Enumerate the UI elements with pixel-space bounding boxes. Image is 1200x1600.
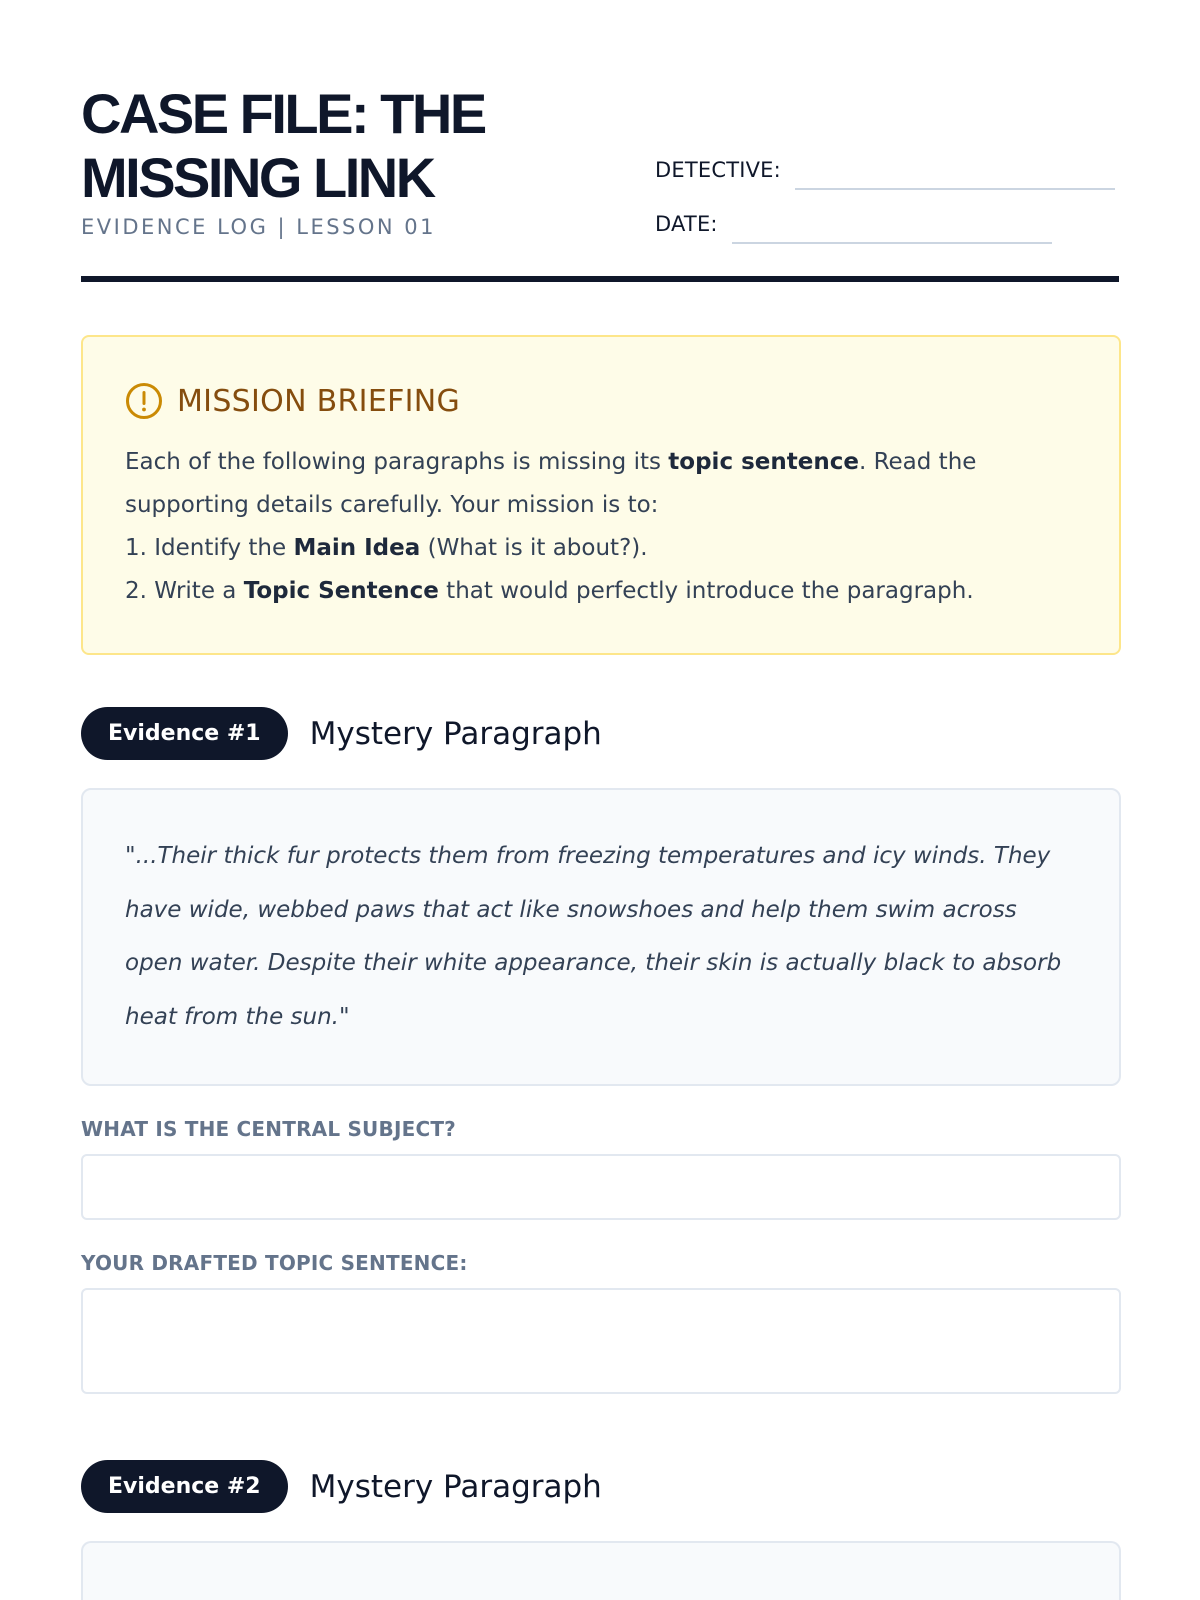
page-title (81, 82, 641, 210)
page-subtitle: EVIDENCE LOG | LESSON 01 (81, 215, 437, 239)
briefing-intro-text: Each of the following paragraphs is missing its (125, 449, 669, 475)
evidence-2-header (81, 1460, 602, 1513)
step-2-emphasis: Topic Sentence (243, 578, 439, 604)
step-1-text-end: (What is it about?). (420, 535, 648, 561)
date-label: DATE: (655, 212, 718, 236)
detective-field (655, 158, 1115, 182)
title-line-1: CASE FILE: THE (81, 82, 485, 145)
briefing-header (125, 381, 1077, 421)
step-1-emphasis: Main Idea (293, 535, 421, 561)
date-line[interactable] (732, 242, 1052, 244)
header (81, 0, 1119, 282)
evidence-1-paragraph: "...Their thick fur protects them from freezing temperatures and icy winds. They have wide, webbed paws that act like snowshoes and help them swim across open water. Despite their white appearance, their skin is actually black to absorb heat from the sun." (125, 843, 1062, 1030)
evidence-1-title: Mystery Paragraph (309, 715, 602, 752)
briefing-step-1 (125, 527, 1077, 570)
topic-sentence-input[interactable] (81, 1288, 1121, 1394)
briefing-title: MISSION BRIEFING (177, 383, 461, 419)
title-line-2: MISSING LINK (81, 146, 434, 209)
briefing-step-2 (125, 570, 1077, 613)
central-subject-input[interactable] (81, 1154, 1121, 1220)
detective-line[interactable] (795, 188, 1115, 190)
evidence-1-paragraph-box (81, 788, 1121, 1086)
step-2-text: 2. Write a (125, 578, 244, 604)
evidence-2-title: Mystery Paragraph (309, 1468, 602, 1505)
evidence-1-badge: Evidence #1 (81, 707, 288, 760)
briefing-body (125, 441, 1077, 613)
briefing-intro (125, 441, 1077, 527)
step-1-text: 1. Identify the (125, 535, 294, 561)
topic-sentence-label: YOUR DRAFTED TOPIC SENTENCE: (81, 1251, 468, 1275)
briefing-intro-text-end: . Read the supporting details carefully. Your mission is to: (125, 449, 977, 518)
detective-label: DETECTIVE: (655, 158, 781, 182)
evidence-2-paragraph-box (81, 1541, 1121, 1600)
evidence-2-badge: Evidence #2 (81, 1460, 288, 1513)
alert-circle-icon (125, 382, 163, 420)
step-2-text-end: that would perfectly introduce the paragraph. (438, 578, 974, 604)
evidence-1-header (81, 707, 602, 760)
mission-briefing (81, 335, 1121, 655)
date-field (655, 212, 1052, 236)
central-subject-label: WHAT IS THE CENTRAL SUBJECT? (81, 1117, 456, 1141)
briefing-intro-emphasis: topic sentence (668, 449, 859, 475)
